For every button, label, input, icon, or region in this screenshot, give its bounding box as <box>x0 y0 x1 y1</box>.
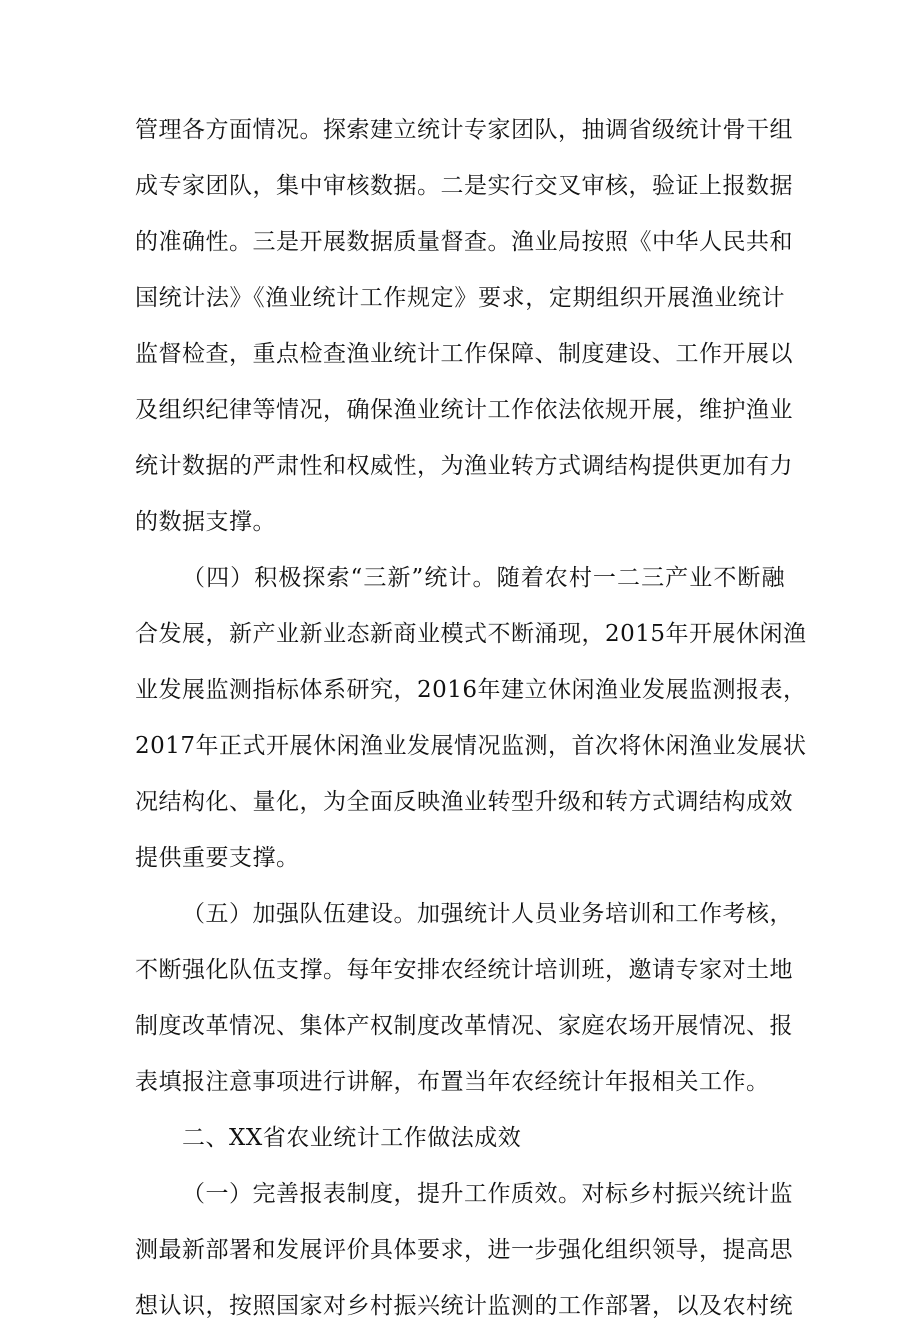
paragraph-5-line-3: 想认识，按照国家对乡村振兴统计监测的工作部署，以及农村统 <box>135 1293 793 1319</box>
paragraph-3-line-4: 表填报注意事项进行讲解，布置当年农经统计年报相关工作。 <box>135 1069 770 1095</box>
paragraph-2-line-4: 2017年正式开展休闲渔业发展情况监测，首次将休闲渔业发展状 <box>135 733 807 759</box>
paragraph-1-line-1: 管理各方面情况。探索建立统计专家团队，抽调省级统计骨干组 <box>135 117 793 143</box>
paragraph-2-line-1: （四）积极探索“三新”统计。随着农村一二三产业不断融 <box>182 565 785 591</box>
paragraph-1-line-5: 监督检查，重点检查渔业统计工作保障、制度建设、工作开展以 <box>135 341 793 367</box>
paragraph-5-line-1: （一）完善报表制度，提升工作质效。对标乡村振兴统计监 <box>182 1181 793 1207</box>
paragraph-1-line-8: 的数据支撑。 <box>135 509 276 535</box>
section-heading: 二、XX省农业统计工作做法成效 <box>182 1125 522 1151</box>
paragraph-1-line-2: 成专家团队，集中审核数据。二是实行交叉审核，验证上报数据 <box>135 173 793 199</box>
paragraph-1-line-4: 国统计法》《渔业统计工作规定》要求，定期组织开展渔业统计 <box>135 285 785 311</box>
paragraph-1-line-3: 的准确性。三是开展数据质量督查。渔业局按照《中华人民共和 <box>135 229 793 255</box>
paragraph-3-line-3: 制度改革情况、集体产权制度改革情况、家庭农场开展情况、报 <box>135 1013 793 1039</box>
paragraph-5-line-2: 测最新部署和发展评价具体要求，进一步强化组织领导，提高思 <box>135 1237 793 1263</box>
paragraph-2-line-3: 业发展监测指标体系研究，2016年建立休闲渔业发展监测报表， <box>135 677 807 703</box>
paragraph-1-line-7: 统计数据的严肃性和权威性，为渔业转方式调结构提供更加有力 <box>135 453 793 479</box>
paragraph-3-line-1: （五）加强队伍建设。加强统计人员业务培训和工作考核， <box>182 901 793 927</box>
paragraph-2-line-6: 提供重要支撑。 <box>135 845 300 871</box>
paragraph-3-line-2: 不断强化队伍支撑。每年安排农经统计培训班，邀请专家对土地 <box>135 957 793 983</box>
paragraph-2-line-5: 况结构化、量化，为全面反映渔业转型升级和转方式调结构成效 <box>135 789 793 815</box>
paragraph-2-line-2: 合发展，新产业新业态新商业模式不断涌现，2015年开展休闲渔 <box>135 621 807 647</box>
paragraph-1-line-6: 及组织纪律等情况，确保渔业统计工作依法依规开展，维护渔业 <box>135 397 793 423</box>
